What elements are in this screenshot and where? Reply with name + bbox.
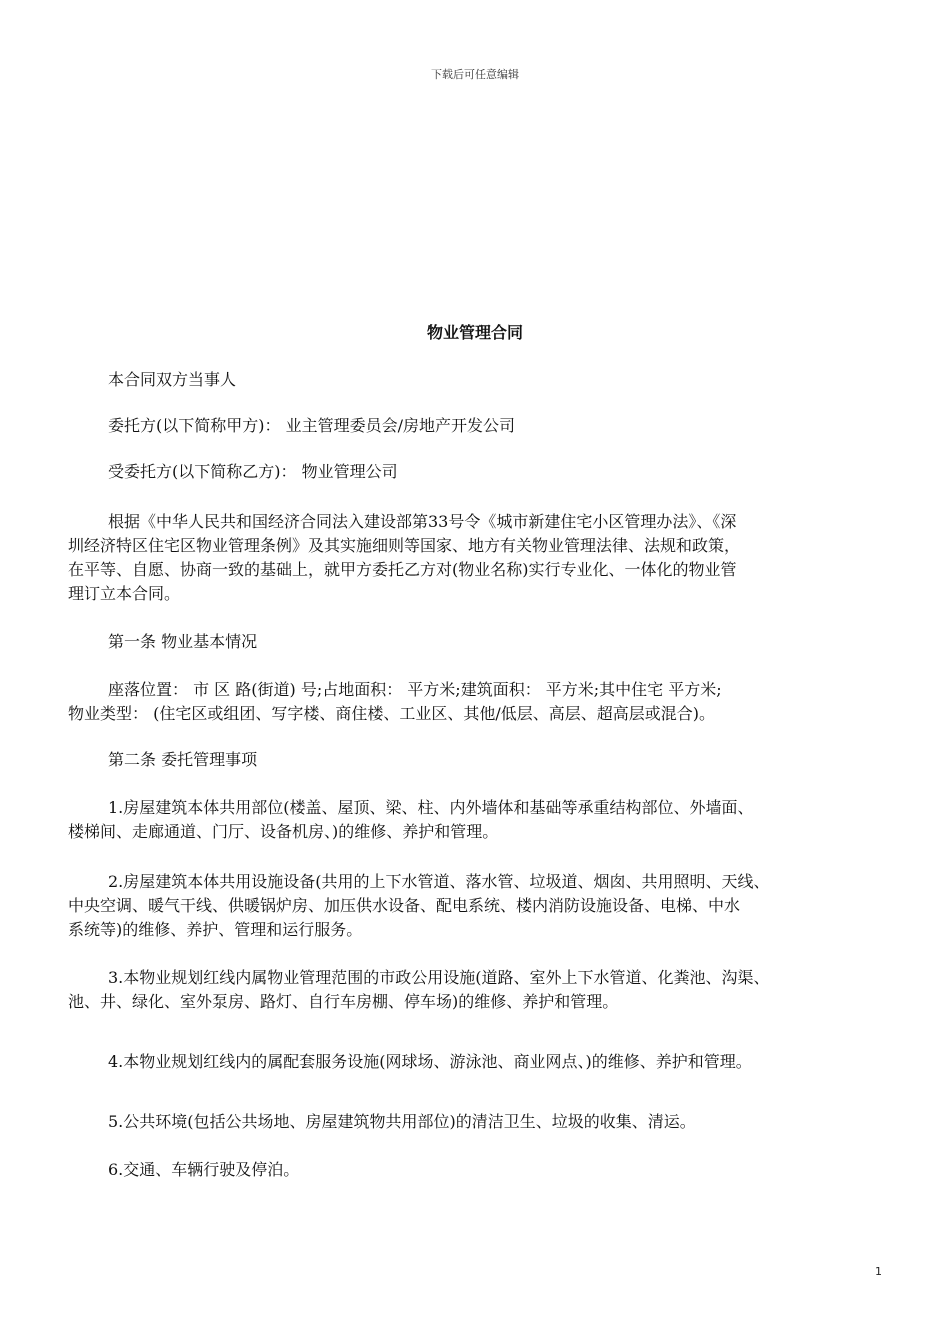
- paragraph-line: 第一条 物业基本情况: [108, 632, 258, 651]
- paragraph-property-info: [68, 678, 898, 726]
- item-4: [68, 1050, 898, 1074]
- paragraph-line: 委托方(以下简称甲方)： 业主管理委员会/房地产开发公司: [108, 416, 515, 435]
- paragraph-line: 5.公共环境(包括公共场地、房屋建筑物共用部位)的清洁卫生、垃圾的收集、清运。: [108, 1112, 696, 1131]
- article-1-heading: [68, 630, 898, 654]
- paragraph-line: 受委托方(以下简称乙方)： 物业管理公司: [108, 462, 398, 481]
- paragraph-line: 理订立本合同。: [68, 584, 181, 603]
- paragraph-line: 6.交通、车辆行驶及停泊。: [108, 1160, 300, 1179]
- paragraph-parties: [68, 368, 898, 392]
- paragraph-line: 物业类型： (住宅区或组团、写字楼、商住楼、工业区、其他/低层、高层、超高层或混合)。: [68, 704, 715, 723]
- paragraph-line: 在平等、自愿、协商一致的基础上，就甲方委托乙方对(物业名称)实行专业化、一体化的物业管: [68, 560, 737, 579]
- page-number: 1: [875, 1265, 882, 1278]
- item-1: [68, 796, 898, 844]
- paragraph-line: 座落位置： 市 区 路(街道) 号;占地面积： 平方米;建筑面积： 平方米;其中住宅 平方米;: [108, 680, 722, 699]
- paragraph-line: 1.房屋建筑本体共用部位(楼盖、屋顶、梁、柱、内外墙体和基础等承重结构部位、外墙面、: [108, 798, 754, 817]
- paragraph-basis: [68, 510, 898, 606]
- article-2-heading: [68, 748, 898, 772]
- paragraph-line: 根据《中华人民共和国经济合同法入建设部第33号令《城市新建住宅小区管理办法》、《深: [108, 512, 737, 531]
- paragraph-line: 2.房屋建筑本体共用设施设备(共用的上下水管道、落水管、垃圾道、烟囱、共用照明、天线、: [108, 872, 770, 891]
- item-2: [68, 870, 898, 942]
- paragraph-line: 本合同双方当事人: [108, 370, 237, 389]
- item-5: [68, 1110, 898, 1134]
- paragraph-line: 楼梯间、走廊通道、门厅、设备机房、)的维修、养护和管理。: [68, 822, 499, 841]
- item-3: [68, 966, 898, 1014]
- paragraph-party-b: [68, 460, 898, 484]
- paragraph-line: 4.本物业规划红线内的属配套服务设施(网球场、游泳池、商业网点、)的维修、养护和管理。: [108, 1052, 752, 1071]
- paragraph-line: 系统等)的维修、养护、管理和运行服务。: [68, 920, 363, 939]
- header-note: 下载后可任意编辑: [431, 68, 519, 81]
- item-6: [68, 1158, 898, 1182]
- paragraph-line: 中央空调、暖气干线、供暖锅炉房、加压供水设备、配电系统、楼内消防设施设备、电梯、中水: [68, 896, 741, 915]
- paragraph-line: 圳经济特区住宅区物业管理条例》及其实施细则等国家、地方有关物业管理法律、法规和政策，: [68, 536, 741, 555]
- document-title: 物业管理合同: [426, 323, 523, 342]
- paragraph-line: 第二条 委托管理事项: [108, 750, 258, 769]
- paragraph-party-a: [68, 414, 898, 438]
- paragraph-line: 3.本物业规划红线内属物业管理范围的市政公用设施(道路、室外上下水管道、化粪池、沟渠、: [108, 968, 770, 987]
- paragraph-line: 池、井、绿化、室外泵房、路灯、自行车房棚、停车场)的维修、养护和管理。: [68, 992, 619, 1011]
